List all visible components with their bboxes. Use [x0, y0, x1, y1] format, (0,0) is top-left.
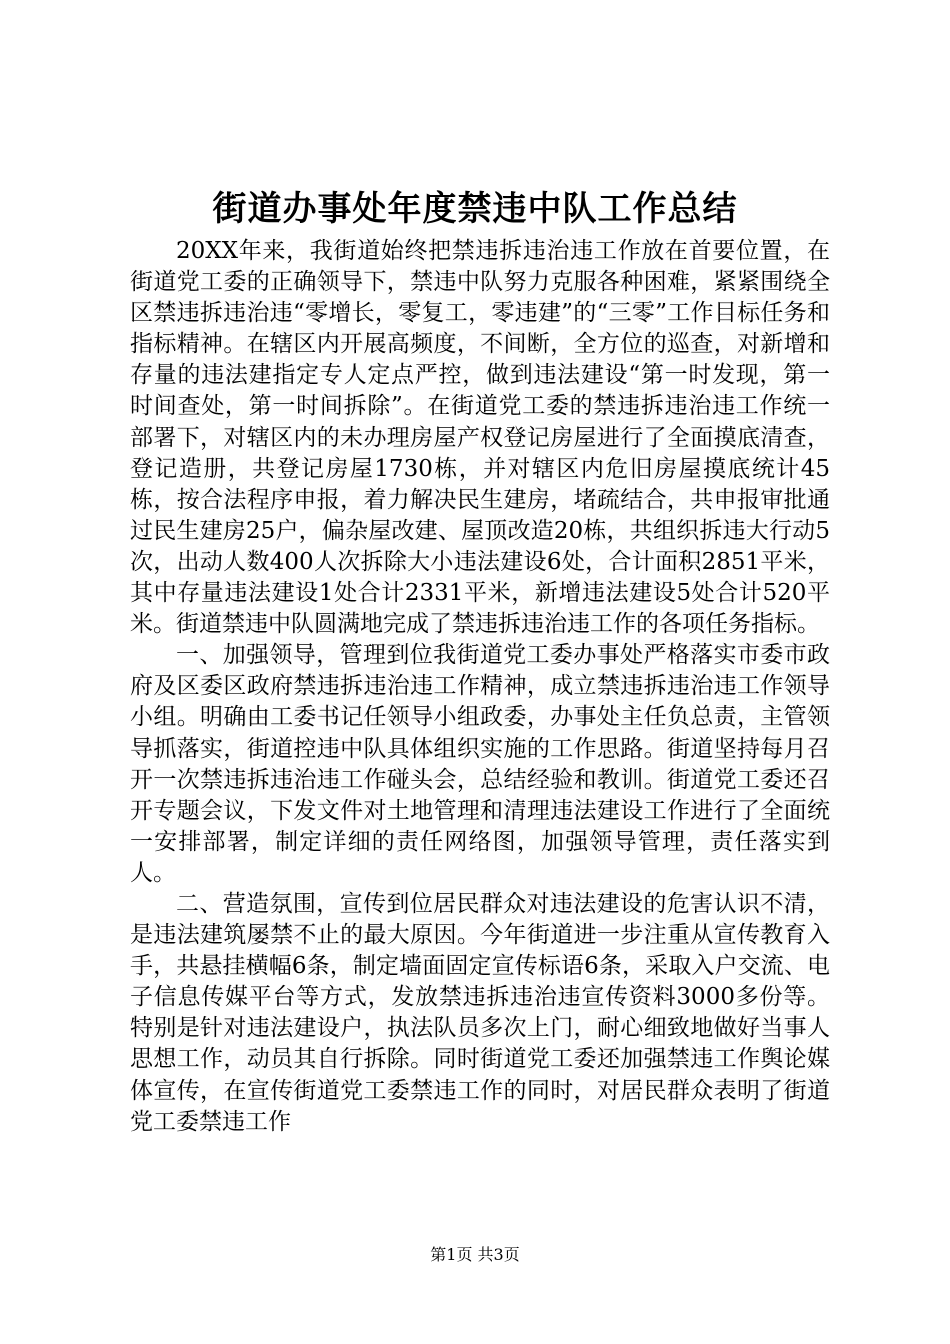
document-title: 街道办事处年度禁违中队工作总结	[212, 189, 738, 229]
document-body	[130, 236, 830, 1138]
paragraph-intro: 20XX年来，我街道始终把禁违拆违治违工作放在首要位置，在街道党工委的正确领导下，禁违中队努力克服各种困难，紧紧围绕全区禁违拆违治违“零增长，零复工，零违建”的“三零”工作目标任务和指标精神。在辖区内开展高频度，不间断，全方位的巡查，对新增和存量的违法建指定专人定点严控，做到违法建设“第一时发现，第一时间查处，第一时间拆除”。在街道党工委的禁违拆违治违工作统一部署下，对辖区内的未办理房屋产权登记房屋进行了全面摸底清查，登记造册，共登记房屋1730栋，并对辖区内危旧房屋摸底统计45栋，按合法程序申报，着力解决民生建房，堵疏结合，共申报审批通过民生建房25户，偏杂屋改建、屋顶改造20栋，共组织拆违大行动5次，出动人数400人次拆除大小违法建设6处，合计面积2851平米，其中存量违法建设1处合计2331平米，新增违法建设5处合计520平米。街道禁违中队圆满地完成了禁违拆违治违工作的各项任务指标。	[130, 238, 830, 638]
paragraph-section-one: 一、加强领导，管理到位我街道党工委办事处严格落实市委市政府及区委区政府禁违拆违治违工作精神，成立禁违拆违治违工作领导小组。明确由工委书记任领导小组政委，办事处主任负总责，主管领导抓落实，街道控违中队具体组织实施的工作思路。街道坚持每月召开一次禁违拆违治违工作碰头会，总结经验和教训。街道党工委还召开专题会议，下发文件对土地管理和清理违法建设工作进行了全面统一安排部署，制定详细的责任网络图，加强领导管理，责任落实到人。	[130, 642, 830, 886]
page-number-footer: 第1页 共3页	[430, 1245, 520, 1264]
paragraph-section-two: 二、营造氛围，宣传到位居民群众对违法建设的危害认识不清，是违法建筑屡禁不止的最大原因。今年街道进一步注重从宣传教育入手，共悬挂横幅6条，制定墙面固定宣传标语6条，采取入户交流、电子信息传媒平台等方式，发放禁违拆违治违宣传资料3000多份等。特别是针对违法建设户，执法队员多次上门，耐心细致地做好当事人思想工作，动员其自行拆除。同时街道党工委还加强禁违工作舆论媒体宣传，在宣传街道党工委禁违工作的同时，对居民群众表明了街道党工委禁违工作	[130, 890, 830, 1135]
